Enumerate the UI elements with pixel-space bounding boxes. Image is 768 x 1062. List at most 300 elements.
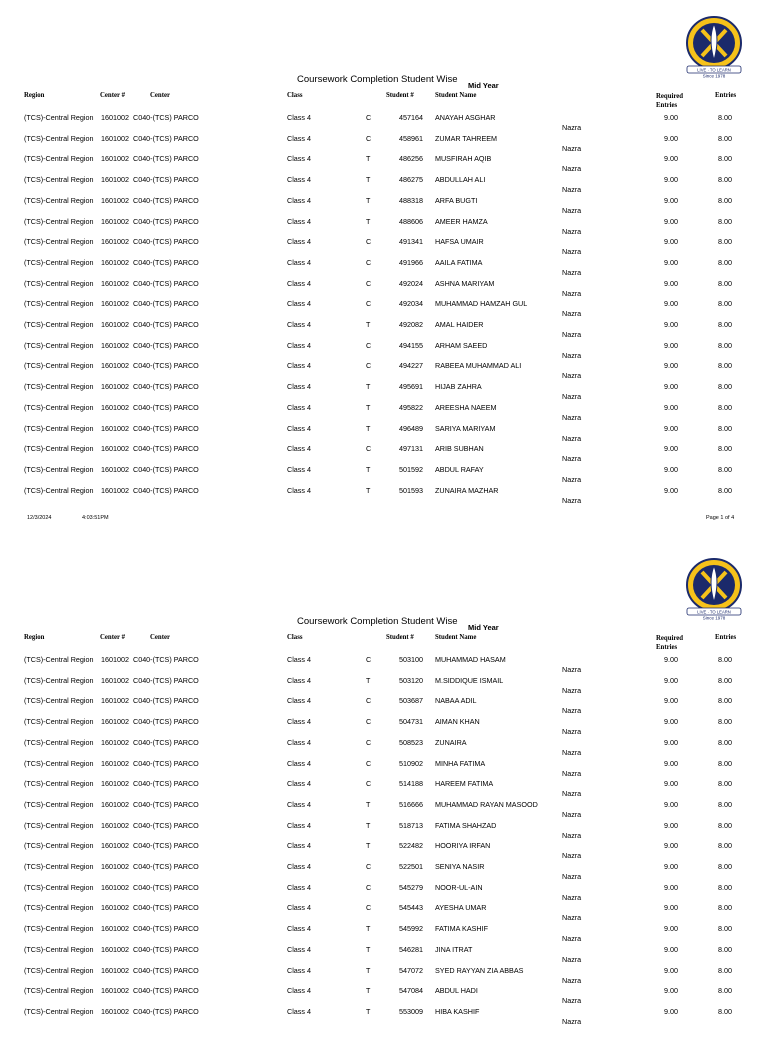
- footer-date: 12/3/2024: [27, 515, 52, 521]
- class-cell: Class 4: [287, 696, 311, 706]
- center-number-cell: 1601002: [101, 965, 129, 975]
- student-name-cell: JINA ITRAT: [435, 944, 473, 954]
- center-number-cell: 1601002: [101, 113, 129, 122]
- entries-cell: 8.00: [718, 675, 732, 685]
- type-cell: T: [366, 841, 371, 851]
- type-cell: C: [366, 278, 372, 288]
- type-cell: C: [366, 299, 372, 309]
- region-cell: (TCS)-Central Region: [24, 882, 94, 892]
- table-row: [0, 258, 768, 279]
- teacher-cell: Nazra: [562, 830, 582, 840]
- class-cell: Class 4: [287, 675, 311, 685]
- student-name-cell: AIMAN KHAN: [435, 717, 480, 727]
- student-name-cell: RABEEA MUHAMMAD ALI: [435, 361, 522, 371]
- teacher-cell: Nazra: [562, 1016, 582, 1026]
- school-crest-logo: [684, 16, 744, 78]
- region-cell: (TCS)-Central Region: [24, 986, 94, 996]
- center-cell: C040-(TCS) PARCO: [133, 717, 199, 727]
- entries-cell: 8.00: [718, 402, 732, 412]
- table-row: [0, 217, 768, 238]
- type-cell: C: [366, 758, 372, 768]
- required-entries-cell: 9.00: [664, 965, 678, 975]
- region-cell: (TCS)-Central Region: [24, 278, 94, 288]
- teacher-cell: Nazra: [562, 851, 582, 861]
- entries-cell: 8.00: [718, 1006, 732, 1016]
- table-row: [0, 154, 768, 175]
- region-cell: (TCS)-Central Region: [24, 841, 94, 851]
- class-cell: Class 4: [287, 361, 311, 371]
- entries-cell: 8.00: [718, 361, 732, 371]
- table-row: [0, 883, 768, 904]
- required-entries-cell: 9.00: [664, 257, 678, 267]
- student-number-cell: 492082: [399, 320, 423, 329]
- table-row: [0, 134, 768, 155]
- class-cell: Class 4: [287, 965, 311, 975]
- student-number-cell: 486256: [399, 154, 423, 164]
- class-cell: Class 4: [287, 485, 311, 495]
- region-cell: (TCS)-Central Region: [24, 758, 94, 768]
- center-cell: C040-(TCS) PARCO: [133, 820, 199, 830]
- student-name-cell: ZUMAR TAHREEM: [435, 133, 498, 143]
- teacher-cell: Nazra: [562, 954, 582, 964]
- required-entries-cell: 9.00: [664, 133, 678, 143]
- required-entries-cell: 9.00: [664, 903, 678, 913]
- table-row: [0, 738, 768, 759]
- teacher-cell: Nazra: [562, 185, 582, 195]
- teacher-cell: Nazra: [562, 872, 582, 881]
- required-entries-cell: 9.00: [664, 986, 678, 996]
- class-cell: Class 4: [287, 779, 311, 789]
- table-row: [0, 986, 768, 1007]
- required-entries-cell: 9.00: [664, 758, 678, 768]
- required-entries-cell: 9.00: [664, 799, 678, 809]
- center-cell: C040-(TCS) PARCO: [133, 257, 199, 267]
- student-name-cell: ZUNAIRA: [435, 737, 467, 747]
- table-row: [0, 465, 768, 486]
- table-row: [0, 279, 768, 300]
- region-cell: (TCS)-Central Region: [24, 717, 94, 727]
- type-cell: C: [366, 903, 372, 913]
- center-cell: C040-(TCS) PARCO: [133, 237, 199, 247]
- type-cell: T: [366, 675, 371, 685]
- student-name-cell: NABAA ADIL: [435, 696, 477, 706]
- class-cell: Class 4: [287, 944, 311, 954]
- required-entries-cell: 9.00: [664, 464, 678, 474]
- student-name-cell: MINHA FATIMA: [435, 758, 486, 768]
- center-cell: C040-(TCS) PARCO: [133, 402, 199, 412]
- region-cell: (TCS)-Central Region: [24, 175, 94, 185]
- center-cell: C040-(TCS) PARCO: [133, 464, 199, 474]
- entries-cell: 8.00: [718, 924, 732, 934]
- table-row: [0, 403, 768, 424]
- student-name-cell: ARHAM SAEED: [435, 340, 488, 350]
- table-row: [0, 237, 768, 258]
- required-entries-cell: 9.00: [664, 655, 678, 664]
- student-name-cell: M.SIDDIQUE ISMAIL: [435, 675, 504, 685]
- class-cell: Class 4: [287, 841, 311, 851]
- report-title: Coursework Completion Student Wise: [297, 74, 458, 85]
- center-cell: C040-(TCS) PARCO: [133, 175, 199, 185]
- teacher-cell: Nazra: [562, 392, 582, 402]
- center-cell: C040-(TCS) PARCO: [133, 133, 199, 143]
- table-row: [0, 800, 768, 821]
- center-cell: C040-(TCS) PARCO: [133, 841, 199, 851]
- entries-cell: 8.00: [718, 320, 732, 329]
- entries-cell: 8.00: [718, 195, 732, 205]
- header-class: Class: [287, 634, 303, 641]
- entries-cell: 8.00: [718, 696, 732, 706]
- student-name-cell: HAFSA UMAIR: [435, 237, 484, 247]
- student-number-cell: 510902: [399, 758, 423, 768]
- class-cell: Class 4: [287, 402, 311, 412]
- teacher-cell: Nazra: [562, 309, 582, 319]
- teacher-cell: Nazra: [562, 474, 582, 484]
- student-name-cell: MUHAMMAD RAYAN MASOOD: [435, 799, 538, 809]
- entries-cell: 8.00: [718, 841, 732, 851]
- class-cell: Class 4: [287, 382, 311, 392]
- region-cell: (TCS)-Central Region: [24, 154, 94, 164]
- table-row: [0, 903, 768, 924]
- student-name-cell: HIJAB ZAHRA: [435, 382, 482, 392]
- type-cell: T: [366, 1006, 371, 1016]
- student-name-cell: SARIYA MARIYAM: [435, 423, 496, 433]
- logo-motto: LIVE · TO LEARN: [697, 67, 731, 73]
- type-cell: C: [366, 779, 372, 789]
- region-cell: (TCS)-Central Region: [24, 216, 94, 226]
- center-cell: C040-(TCS) PARCO: [133, 655, 199, 664]
- student-name-cell: AYESHA UMAR: [435, 903, 487, 913]
- logo-motto: LIVE · TO LEARN: [697, 609, 731, 615]
- table-row: [0, 320, 768, 341]
- teacher-cell: Nazra: [562, 789, 582, 799]
- student-number-cell: 516666: [399, 799, 423, 809]
- class-cell: Class 4: [287, 924, 311, 934]
- center-cell: C040-(TCS) PARCO: [133, 154, 199, 164]
- student-number-cell: 547072: [399, 965, 423, 975]
- type-cell: T: [366, 820, 371, 830]
- type-cell: C: [366, 133, 372, 143]
- type-cell: C: [366, 237, 372, 247]
- entries-cell: 8.00: [718, 903, 732, 913]
- student-name-cell: AMEER HAMZA: [435, 216, 488, 226]
- center-number-cell: 1601002: [101, 464, 129, 474]
- region-cell: (TCS)-Central Region: [24, 444, 94, 454]
- report-page-1: [0, 0, 768, 520]
- entries-cell: 8.00: [718, 444, 732, 454]
- entries-cell: 8.00: [718, 986, 732, 996]
- center-number-cell: 1601002: [101, 944, 129, 954]
- student-number-cell: 488318: [399, 195, 423, 205]
- teacher-cell: Nazra: [562, 412, 582, 422]
- required-entries-cell: 9.00: [664, 113, 678, 122]
- center-cell: C040-(TCS) PARCO: [133, 799, 199, 809]
- teacher-cell: Nazra: [562, 892, 582, 902]
- center-cell: C040-(TCS) PARCO: [133, 924, 199, 934]
- center-cell: C040-(TCS) PARCO: [133, 758, 199, 768]
- teacher-cell: Nazra: [562, 685, 582, 695]
- entries-cell: 8.00: [718, 175, 732, 185]
- student-number-cell: 494227: [399, 361, 423, 371]
- report-page-2: [0, 542, 768, 1062]
- student-number-cell: 501592: [399, 464, 423, 474]
- type-cell: T: [366, 320, 371, 329]
- region-cell: (TCS)-Central Region: [24, 382, 94, 392]
- required-entries-cell: 9.00: [664, 862, 678, 871]
- student-number-cell: 522482: [399, 841, 423, 851]
- student-number-cell: 503687: [399, 696, 423, 706]
- region-cell: (TCS)-Central Region: [24, 133, 94, 143]
- class-cell: Class 4: [287, 423, 311, 433]
- student-number-cell: 545279: [399, 882, 423, 892]
- table-row: [0, 341, 768, 362]
- teacher-cell: Nazra: [562, 727, 582, 737]
- student-number-cell: 545992: [399, 924, 423, 934]
- table-row: [0, 841, 768, 862]
- header-required-entries: Required Entries: [656, 93, 684, 109]
- region-cell: (TCS)-Central Region: [24, 696, 94, 706]
- student-number-cell: 508523: [399, 737, 423, 747]
- header-student-number: Student #: [386, 634, 414, 641]
- required-entries-cell: 9.00: [664, 154, 678, 164]
- type-cell: C: [366, 862, 372, 871]
- class-cell: Class 4: [287, 1006, 311, 1016]
- table-row: [0, 821, 768, 842]
- class-cell: Class 4: [287, 340, 311, 350]
- type-cell: C: [366, 696, 372, 706]
- center-number-cell: 1601002: [101, 423, 129, 433]
- entries-cell: 8.00: [718, 257, 732, 267]
- table-row: [0, 717, 768, 738]
- entries-cell: 8.00: [718, 113, 732, 122]
- table-row: [0, 655, 768, 676]
- teacher-cell: Nazra: [562, 247, 582, 257]
- class-cell: Class 4: [287, 655, 311, 664]
- student-number-cell: 497131: [399, 444, 423, 454]
- required-entries-cell: 9.00: [664, 195, 678, 205]
- type-cell: C: [366, 444, 372, 454]
- student-name-cell: NOOR-UL-AIN: [435, 882, 483, 892]
- region-cell: (TCS)-Central Region: [24, 1006, 94, 1016]
- center-number-cell: 1601002: [101, 402, 129, 412]
- entries-cell: 8.00: [718, 278, 732, 288]
- header-class: Class: [287, 92, 303, 99]
- entries-cell: 8.00: [718, 717, 732, 727]
- table-row: [0, 361, 768, 382]
- teacher-cell: Nazra: [562, 164, 582, 174]
- header-entries: Entries: [715, 634, 737, 641]
- entries-cell: 8.00: [718, 382, 732, 392]
- type-cell: T: [366, 986, 371, 996]
- center-number-cell: 1601002: [101, 216, 129, 226]
- header-required-entries: Required Entries: [656, 635, 684, 651]
- student-number-cell: 522501: [399, 862, 423, 871]
- center-number-cell: 1601002: [101, 320, 129, 329]
- center-number-cell: 1601002: [101, 485, 129, 495]
- center-number-cell: 1601002: [101, 675, 129, 685]
- student-name-cell: AAILA FATIMA: [435, 257, 483, 267]
- region-cell: (TCS)-Central Region: [24, 675, 94, 685]
- student-number-cell: 514188: [399, 779, 423, 789]
- student-name-cell: AREESHA NAEEM: [435, 402, 497, 412]
- center-cell: C040-(TCS) PARCO: [133, 1006, 199, 1016]
- region-cell: (TCS)-Central Region: [24, 737, 94, 747]
- student-number-cell: 496489: [399, 423, 423, 433]
- student-name-cell: MUSFIRAH AQIB: [435, 154, 492, 164]
- student-name-cell: ABDUL HADI: [435, 986, 478, 996]
- student-number-cell: 547084: [399, 986, 423, 996]
- teacher-cell: Nazra: [562, 226, 582, 236]
- type-cell: T: [366, 464, 371, 474]
- student-name-cell: ZUNAIRA MAZHAR: [435, 485, 499, 495]
- table-row: [0, 862, 768, 883]
- header-student-name: Student Name: [435, 92, 477, 99]
- student-number-cell: 503100: [399, 655, 423, 664]
- student-number-cell: 494155: [399, 340, 423, 350]
- region-cell: (TCS)-Central Region: [24, 340, 94, 350]
- center-number-cell: 1601002: [101, 382, 129, 392]
- center-cell: C040-(TCS) PARCO: [133, 485, 199, 495]
- region-cell: (TCS)-Central Region: [24, 402, 94, 412]
- region-cell: (TCS)-Central Region: [24, 237, 94, 247]
- center-cell: C040-(TCS) PARCO: [133, 216, 199, 226]
- required-entries-cell: 9.00: [664, 402, 678, 412]
- entries-cell: 8.00: [718, 237, 732, 247]
- table-row: [0, 1007, 768, 1028]
- class-cell: Class 4: [287, 237, 311, 247]
- center-cell: C040-(TCS) PARCO: [133, 737, 199, 747]
- required-entries-cell: 9.00: [664, 675, 678, 685]
- teacher-cell: Nazra: [562, 454, 582, 464]
- region-cell: (TCS)-Central Region: [24, 820, 94, 830]
- type-cell: C: [366, 361, 372, 371]
- center-number-cell: 1601002: [101, 737, 129, 747]
- required-entries-cell: 9.00: [664, 737, 678, 747]
- required-entries-cell: 9.00: [664, 320, 678, 329]
- region-cell: (TCS)-Central Region: [24, 485, 94, 495]
- class-cell: Class 4: [287, 299, 311, 309]
- region-cell: (TCS)-Central Region: [24, 320, 94, 329]
- center-cell: C040-(TCS) PARCO: [133, 696, 199, 706]
- student-number-cell: 491341: [399, 237, 423, 247]
- required-entries-cell: 9.00: [664, 382, 678, 392]
- student-name-cell: FATIMA KASHIF: [435, 924, 488, 934]
- table-row: [0, 444, 768, 465]
- student-name-cell: HIBA KASHIF: [435, 1006, 480, 1016]
- student-name-cell: ANAYAH ASGHAR: [435, 113, 496, 122]
- header-entries: Entries: [715, 92, 737, 99]
- class-cell: Class 4: [287, 133, 311, 143]
- region-cell: (TCS)-Central Region: [24, 779, 94, 789]
- center-number-cell: 1601002: [101, 779, 129, 789]
- school-crest-logo: [684, 558, 744, 620]
- entries-cell: 8.00: [718, 965, 732, 975]
- region-cell: (TCS)-Central Region: [24, 965, 94, 975]
- region-cell: (TCS)-Central Region: [24, 195, 94, 205]
- center-number-cell: 1601002: [101, 820, 129, 830]
- class-cell: Class 4: [287, 154, 311, 164]
- teacher-cell: Nazra: [562, 330, 582, 339]
- class-cell: Class 4: [287, 717, 311, 727]
- entries-cell: 8.00: [718, 882, 732, 892]
- entries-cell: 8.00: [718, 464, 732, 474]
- required-entries-cell: 9.00: [664, 175, 678, 185]
- teacher-cell: Nazra: [562, 996, 582, 1006]
- student-name-cell: ASHNA MARIYAM: [435, 278, 495, 288]
- region-cell: (TCS)-Central Region: [24, 464, 94, 474]
- teacher-cell: Nazra: [562, 768, 582, 778]
- header-region: Region: [24, 634, 45, 641]
- teacher-cell: Nazra: [562, 123, 582, 132]
- report-subtitle: Mid Year: [468, 623, 499, 632]
- student-name-cell: MUHAMMAD HASAM: [435, 655, 506, 664]
- required-entries-cell: 9.00: [664, 361, 678, 371]
- center-number-cell: 1601002: [101, 340, 129, 350]
- center-cell: C040-(TCS) PARCO: [133, 675, 199, 685]
- entries-cell: 8.00: [718, 340, 732, 350]
- class-cell: Class 4: [287, 278, 311, 288]
- required-entries-cell: 9.00: [664, 237, 678, 247]
- type-cell: T: [366, 485, 371, 495]
- report-title: Coursework Completion Student Wise: [297, 616, 458, 627]
- student-number-cell: 501593: [399, 485, 423, 495]
- center-cell: C040-(TCS) PARCO: [133, 862, 199, 871]
- class-cell: Class 4: [287, 758, 311, 768]
- center-number-cell: 1601002: [101, 986, 129, 996]
- center-number-cell: 1601002: [101, 924, 129, 934]
- entries-cell: 8.00: [718, 779, 732, 789]
- region-cell: (TCS)-Central Region: [24, 423, 94, 433]
- center-number-cell: 1601002: [101, 655, 129, 664]
- center-cell: C040-(TCS) PARCO: [133, 320, 199, 329]
- center-number-cell: 1601002: [101, 278, 129, 288]
- class-cell: Class 4: [287, 737, 311, 747]
- student-number-cell: 458961: [399, 133, 423, 143]
- student-number-cell: 486275: [399, 175, 423, 185]
- teacher-cell: Nazra: [562, 747, 582, 757]
- class-cell: Class 4: [287, 216, 311, 226]
- student-number-cell: 457164: [399, 113, 423, 122]
- table-row: [0, 299, 768, 320]
- teacher-cell: Nazra: [562, 975, 582, 985]
- center-cell: C040-(TCS) PARCO: [133, 444, 199, 454]
- center-cell: C040-(TCS) PARCO: [133, 944, 199, 954]
- type-cell: C: [366, 717, 372, 727]
- entries-cell: 8.00: [718, 423, 732, 433]
- entries-cell: 8.00: [718, 133, 732, 143]
- table-row: [0, 196, 768, 217]
- type-cell: T: [366, 382, 371, 392]
- center-number-cell: 1601002: [101, 299, 129, 309]
- teacher-cell: Nazra: [562, 665, 582, 674]
- center-number-cell: 1601002: [101, 696, 129, 706]
- center-number-cell: 1601002: [101, 758, 129, 768]
- center-number-cell: 1601002: [101, 799, 129, 809]
- header-student-number: Student #: [386, 92, 414, 99]
- center-number-cell: 1601002: [101, 195, 129, 205]
- student-number-cell: 553009: [399, 1006, 423, 1016]
- student-name-cell: FATIMA SHAHZAD: [435, 820, 497, 830]
- region-cell: (TCS)-Central Region: [24, 257, 94, 267]
- table-row: [0, 779, 768, 800]
- teacher-cell: Nazra: [562, 371, 582, 381]
- center-number-cell: 1601002: [101, 361, 129, 371]
- entries-cell: 8.00: [718, 216, 732, 226]
- footer-page-number: Page 1 of 4: [706, 515, 735, 521]
- table-row: [0, 382, 768, 403]
- header-center: Center: [150, 634, 171, 641]
- center-number-cell: 1601002: [101, 257, 129, 267]
- header-student-name: Student Name: [435, 634, 477, 641]
